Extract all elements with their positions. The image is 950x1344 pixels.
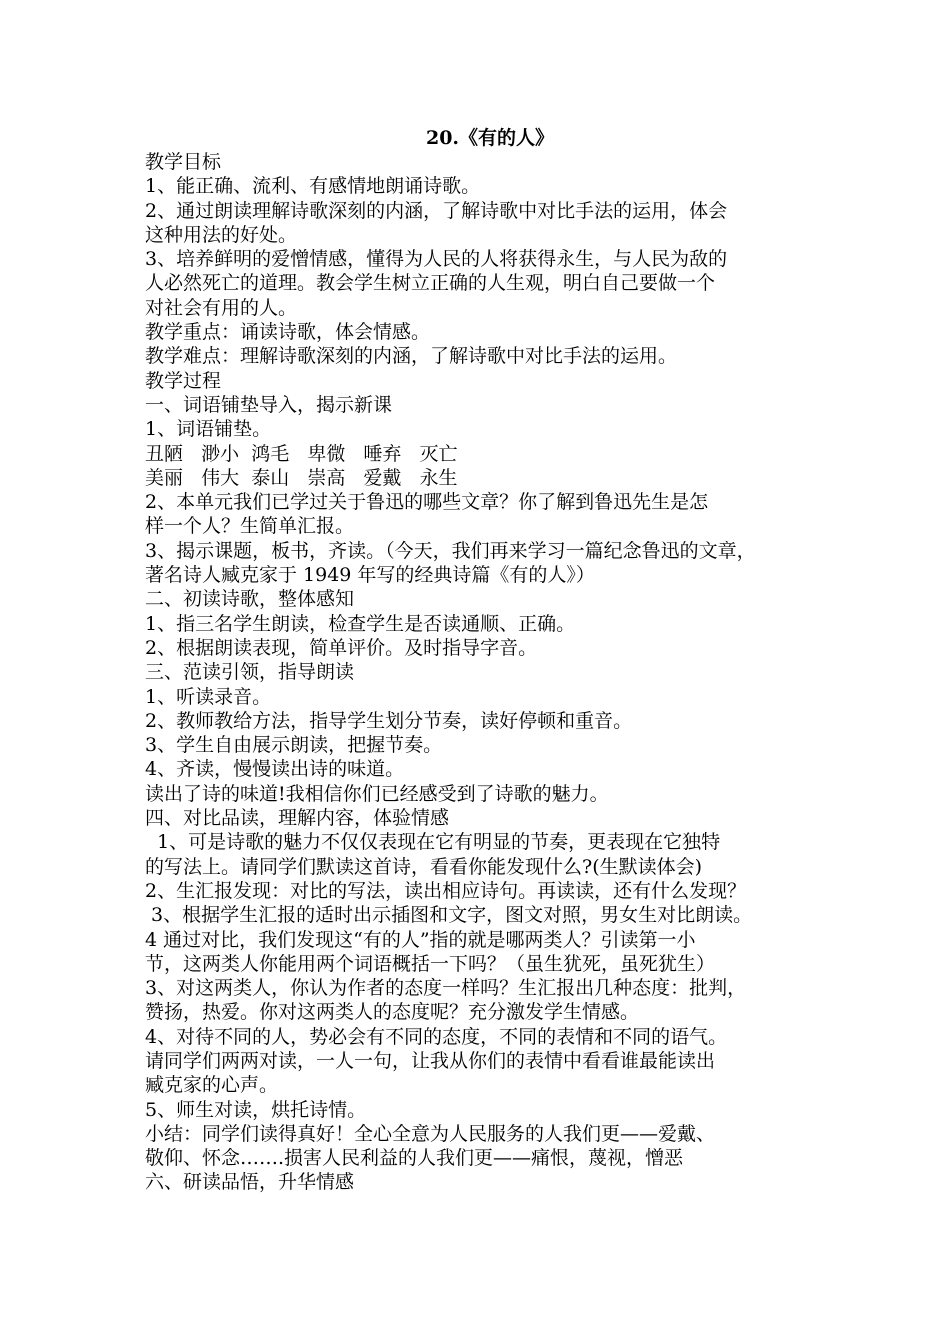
body-line: 人必然死亡的道理。教会学生树立正确的人生观，明白自己要做一个 <box>145 272 716 295</box>
body-line: 丑陋 渺小 鸿毛 卑微 唾弃 灭亡 <box>145 442 458 465</box>
body-line: 3、培养鲜明的爱憎情感，懂得为人民的人将获得永生，与人民为敌的 <box>145 248 728 271</box>
body-line: 教学目标 <box>145 151 222 173</box>
document-body <box>145 150 825 1195</box>
body-line: 读出了诗的味道!我相信你们已经感受到了诗歌的魅力。 <box>145 782 609 805</box>
body-line: 对社会有用的人。 <box>145 296 298 319</box>
body-line: 美丽 伟大 泰山 崇高 爱戴 永生 <box>145 466 458 489</box>
body-line: 5、师生对读，烘托诗情。 <box>145 1098 367 1121</box>
body-line: 4、齐读，慢慢读出诗的味道。 <box>145 758 405 781</box>
body-line: 三、范读引领，指导朗读 <box>145 661 355 684</box>
body-line: 1、可是诗歌的魅力不仅仅表现在它有明显的节奏，更表现在它独特 <box>145 831 721 854</box>
body-line: 2、本单元我们已学过关于鲁迅的哪些文章？你了解到鲁迅先生是怎 <box>145 491 709 514</box>
body-line: 3、对这两类人，你认为作者的态度一样吗？生汇报出几种态度：批判， <box>145 977 747 1000</box>
body-line: 著名诗人臧克家于 1949 年写的经典诗篇《有的人》） <box>145 564 595 587</box>
body-line: 2、通过朗读理解诗歌深刻的内涵，了解诗歌中对比手法的运用，体会 <box>145 199 728 222</box>
body-line: 1、听读录音。 <box>145 685 272 708</box>
body-line: 的写法上。请同学们默读这首诗，看看你能发现什么?(生默读体会) <box>145 855 703 878</box>
body-line: 节，这两类人你能用两个词语概括一下吗？（虽生犹死，虽死犹生） <box>145 952 716 975</box>
body-line: 2、生汇报发现：对比的写法，读出相应诗句。再读读，还有什么发现？ <box>145 879 747 902</box>
body-line: 3、根据学生汇报的适时出示插图和文字，图文对照，男女生对比朗读。 <box>145 904 753 927</box>
body-line: 1、指三名学生朗读，检查学生是否读通顺、正确。 <box>145 612 576 635</box>
body-line: 教学过程 <box>145 369 222 392</box>
body-line: 样一个人？生简单汇报。 <box>145 515 355 538</box>
body-line: 2、教师教给方法，指导学生划分节奏，读好停顿和重音。 <box>145 709 633 732</box>
body-line: 教学重点：诵读诗歌，体会情感。 <box>145 321 431 344</box>
body-line: 4 通过对比，我们发现这“有的人”指的就是哪两类人？引读第一小 <box>145 928 696 951</box>
body-line: 臧克家的心声。 <box>145 1074 279 1097</box>
body-line: 赞扬，热爱。你对这两类人的态度呢？充分激发学生情感。 <box>145 1001 640 1024</box>
body-line: 四、对比品读，理解内容，体验情感 <box>145 807 450 830</box>
body-line: 教学难点：理解诗歌深刻的内涵，了解诗歌中对比手法的运用。 <box>145 345 678 368</box>
body-line: 一、词语铺垫导入，揭示新课 <box>145 393 393 416</box>
body-line: 4、对待不同的人，势必会有不同的态度，不同的表情和不同的语气。 <box>145 1025 728 1048</box>
body-line: 敬仰、怀念…….损害人民利益的人我们更——痛恨，蔑视，憎恶 <box>145 1147 684 1170</box>
body-line: 1、能正确、流利、有感情地朗诵诗歌。 <box>145 175 481 198</box>
document-title: 20.《有的人》 <box>425 127 555 149</box>
document-page <box>145 126 825 1195</box>
body-line: 二、初读诗歌，整体感知 <box>145 588 355 611</box>
body-line: 1、词语铺垫。 <box>145 418 272 441</box>
body-line: 2、根据朗读表现，简单评价。及时指导字音。 <box>145 636 538 659</box>
body-line: 请同学们两两对读，一人一句，让我从你们的表情中看看谁最能读出 <box>145 1049 716 1072</box>
body-line: 3、学生自由展示朗读，把握节奏。 <box>145 734 443 757</box>
body-line: 这种用法的好处。 <box>145 223 298 246</box>
body-line: 六、研读品悟，升华情感 <box>145 1171 355 1194</box>
body-line: 小结：同学们读得真好！全心全意为人民服务的人我们更——爱戴、 <box>145 1122 716 1145</box>
body-line: 3、揭示课题，板书，齐读。（今天，我们再来学习一篇纪念鲁迅的文章， <box>145 539 756 562</box>
